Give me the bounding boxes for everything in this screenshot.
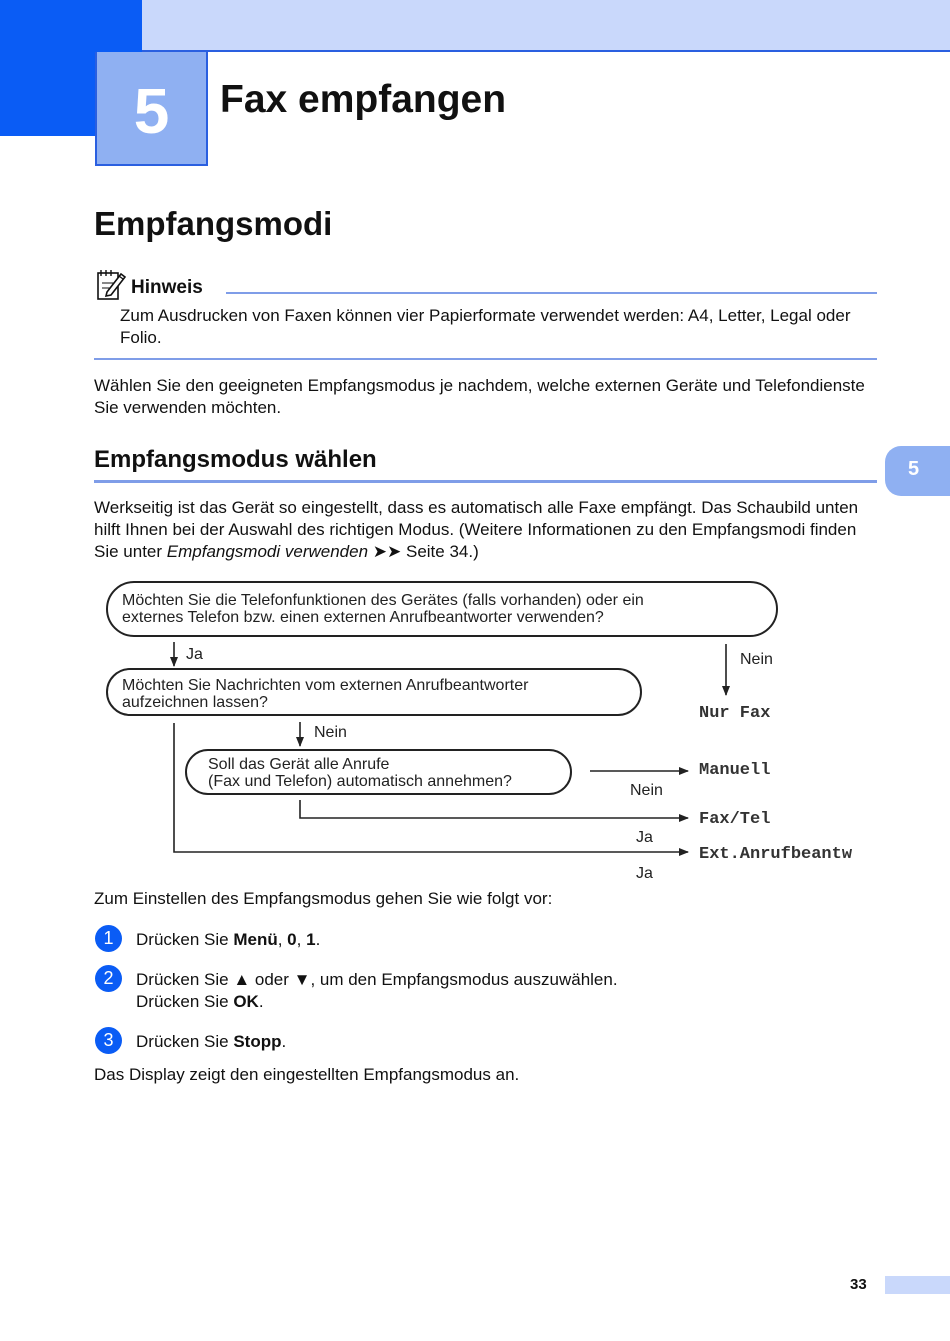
label-ja-2: Ja	[636, 829, 653, 846]
step-3-pre: Drücken Sie	[136, 1032, 234, 1051]
step-3-badge: 3	[95, 1027, 122, 1054]
body-paragraph	[94, 497, 884, 563]
intro-paragraph: Wählen Sie den geeigneten Empfangsmodus je nachdem, welche externen Geräte und Telefondienste Sie verwenden möchten.	[94, 376, 865, 417]
step-2-line-2	[136, 991, 618, 1013]
step-1-sep-1: ,	[277, 930, 288, 949]
step-2-key-ok: OK	[233, 992, 259, 1011]
question-3-line-2: (Fax und Telefon) automatisch annehmen?	[208, 773, 512, 790]
cross-reference-link[interactable]: Empfangsmodi verwenden	[166, 542, 369, 561]
note-title: Hinweis	[131, 277, 203, 298]
question-2-line-2: aufzeichnen lassen?	[122, 694, 268, 711]
result-manuell: Manuell	[699, 761, 771, 780]
result-nur-fax: Nur Fax	[699, 704, 771, 723]
body-text-before: Werkseitig ist das Gerät so eingestellt, dass es automatisch alle Faxe empfängt. Das Schaubild unten hilft Ihnen bei der Auswahl des richtigen Modus. (Weitere Informationen zu den Empfangsmodi finden Sie unter	[94, 498, 859, 561]
header-rule	[140, 50, 950, 52]
step-1-pre: Drücken Sie	[136, 930, 234, 949]
arrow-ja-2	[300, 800, 688, 818]
step-2-badge: 2	[95, 965, 122, 992]
step-1-post: .	[315, 930, 321, 949]
step-1-badge: 1	[95, 925, 122, 952]
chapter-number: 5	[95, 52, 208, 166]
steps-intro: Zum Einstellen des Empfangsmodus gehen Sie wie folgt vor:	[94, 889, 553, 908]
step-1-key-0: 0	[287, 930, 297, 949]
step-2-pre: Drücken Sie	[136, 992, 234, 1011]
step-3-text	[136, 1031, 286, 1053]
question-1-line-2: externes Telefon bzw. einen externen Anrufbeantworter verwenden?	[122, 609, 604, 626]
step-2-line-1: Drücken Sie ▲ oder ▼, um den Empfangsmodus auszuwählen.	[136, 970, 618, 989]
step-3-post: .	[281, 1032, 287, 1051]
result-fax-tel: Fax/Tel	[699, 810, 771, 829]
note-rule-bottom	[94, 358, 877, 360]
receive-mode-flowchart	[0, 570, 950, 890]
subsection-rule	[94, 480, 877, 483]
header-band	[0, 0, 950, 52]
question-1-line-1: Möchten Sie die Telefonfunktionen des Gerätes (falls vorhanden) oder ein	[122, 592, 644, 609]
note-rule-top	[226, 292, 877, 294]
chapter-side-tab[interactable]: 5	[885, 446, 950, 496]
body-text-after: ➤➤ Seite 34.)	[368, 542, 479, 561]
label-nein-2: Nein	[314, 724, 347, 741]
step-1-key-1: 1	[306, 930, 316, 949]
step-1-sep-2: ,	[296, 930, 307, 949]
note-pencil-icon	[96, 268, 126, 302]
label-ja-3: Ja	[636, 865, 653, 882]
chapter-title: Fax empfangen	[220, 78, 507, 121]
footer-bar	[885, 1276, 950, 1294]
section-title: Empfangsmodi	[94, 205, 333, 242]
label-ja-1: Ja	[186, 646, 203, 663]
label-nein-1: Nein	[740, 651, 773, 668]
step-1-text	[136, 929, 320, 951]
note-text: Zum Ausdrucken von Faxen können vier Papierformate verwendet werden: A4, Letter, Legal oder Folio.	[120, 306, 851, 347]
question-3-line-1: Soll das Gerät alle Anrufe	[208, 756, 390, 773]
label-nein-3: Nein	[630, 782, 663, 799]
closing-paragraph: Das Display zeigt den eingestellten Empfangsmodus an.	[94, 1065, 520, 1084]
step-2-text	[136, 969, 618, 1013]
step-3-key-stopp: Stopp	[233, 1032, 282, 1051]
step-2-post: .	[258, 992, 264, 1011]
page-number: 33	[850, 1276, 867, 1293]
result-ext-anrufbeantw: Ext.Anrufbeantw	[699, 845, 853, 864]
step-1-key-menu: Menü	[233, 930, 278, 949]
subsection-title: Empfangsmodus wählen	[94, 446, 377, 473]
question-2-line-1: Möchten Sie Nachrichten vom externen Anrufbeantworter	[122, 677, 529, 694]
